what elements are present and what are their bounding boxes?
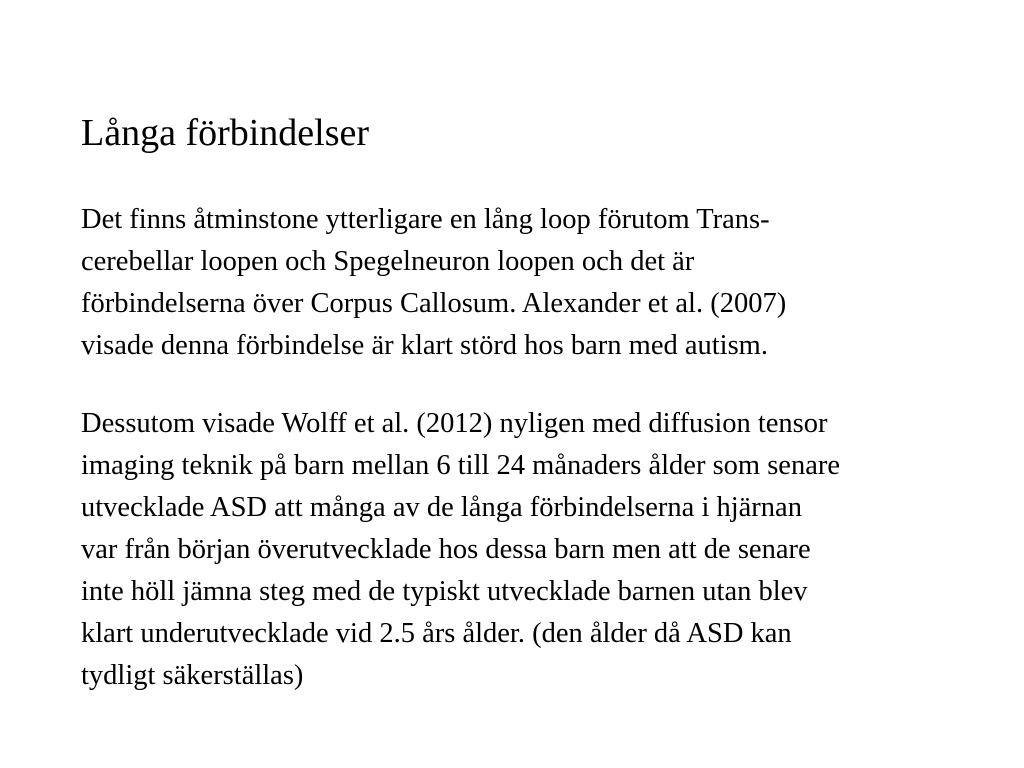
slide-body: [81, 199, 1011, 697]
text-line: cerebellar loopen och Spegelneuron loopen och det är: [81, 246, 695, 277]
text-line: visade denna förbindelse är klart störd hos barn med autism.: [81, 330, 768, 361]
paragraph-2: [81, 403, 1011, 697]
text-line: utvecklade ASD att många av de långa förbindelserna i hjärnan: [81, 492, 802, 523]
slide-title: Långa förbindelser: [81, 112, 370, 154]
text-line: tydligt säkerställas): [81, 660, 304, 691]
text-line: inte höll jämna steg med de typiskt utvecklade barnen utan blev: [81, 576, 808, 607]
text-line: förbindelserna över Corpus Callosum. Alexander et al. (2007): [81, 288, 787, 319]
text-line: imaging teknik på barn mellan 6 till 24 månaders ålder som senare: [81, 450, 840, 481]
text-line: Dessutom visade Wolff et al. (2012) nyligen med diffusion tensor: [81, 408, 828, 439]
paragraph-1: [81, 199, 1011, 367]
text-line: Det finns åtminstone ytterligare en lång loop förutom Trans-: [81, 204, 770, 235]
text-line: var från början överutvecklade hos dessa barn men att de senare: [81, 534, 811, 565]
text-line: klart underutvecklade vid 2.5 års ålder. (den ålder då ASD kan: [81, 618, 792, 649]
paragraph-spacer: [81, 367, 1011, 403]
